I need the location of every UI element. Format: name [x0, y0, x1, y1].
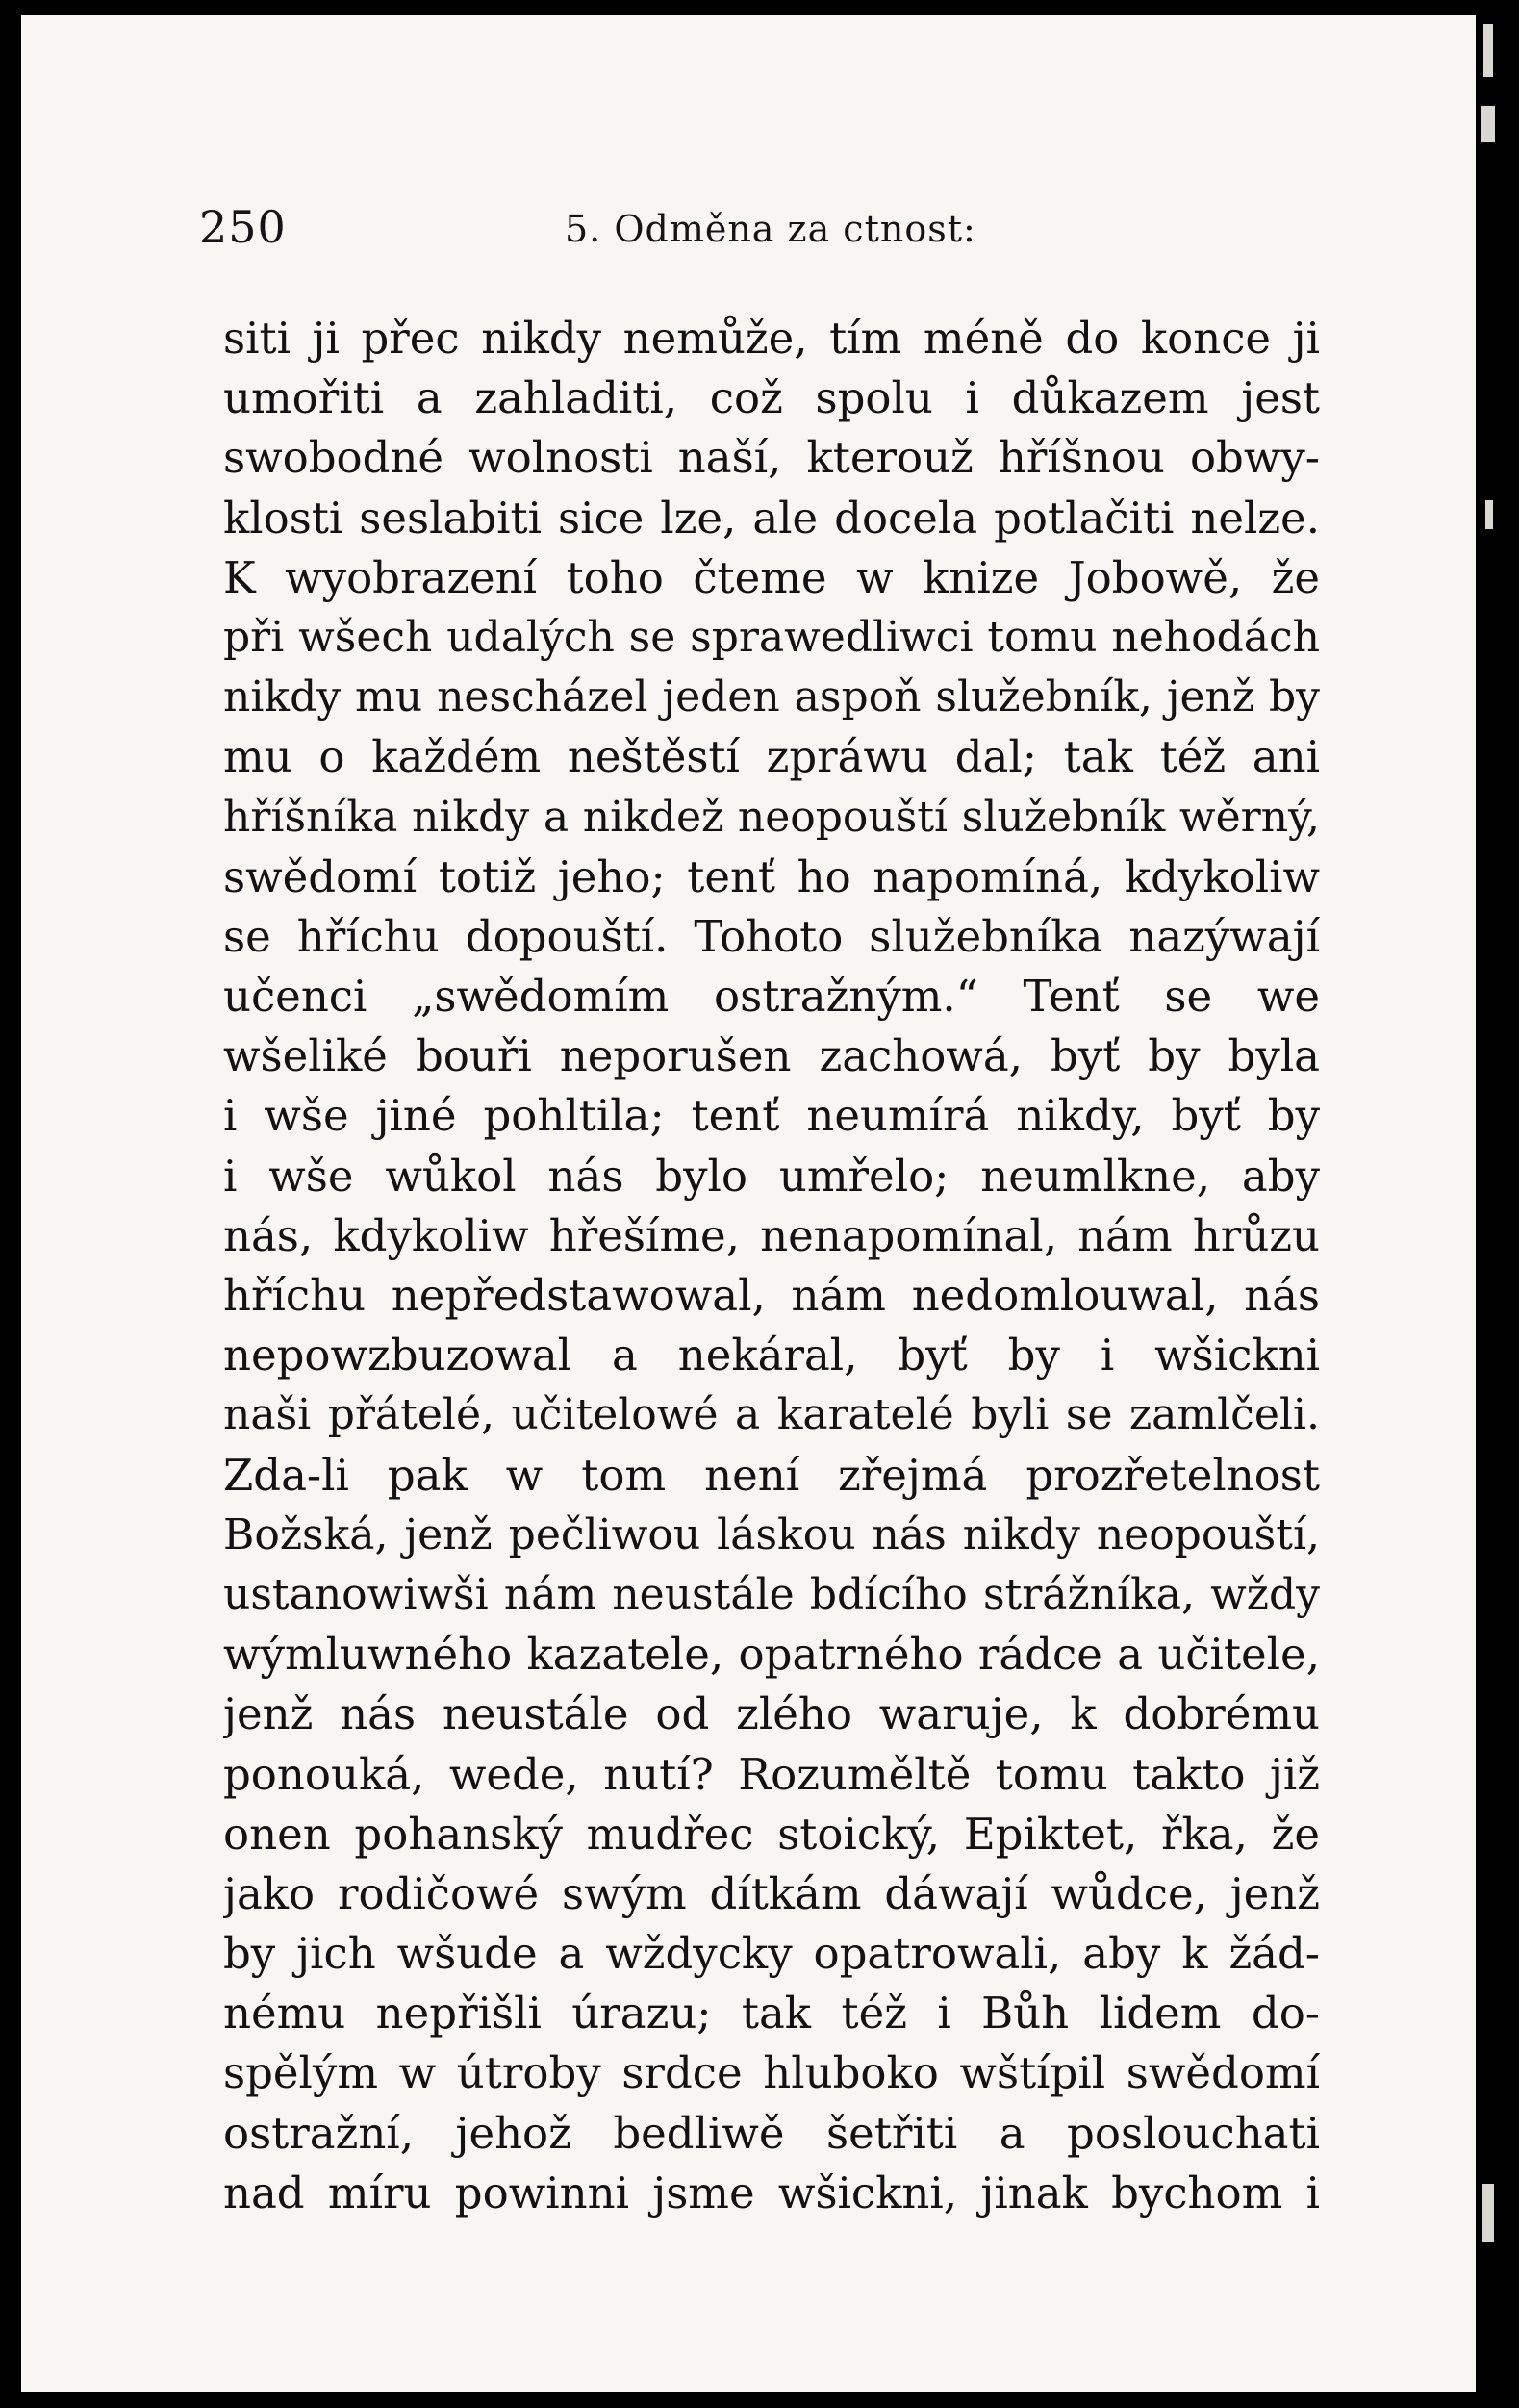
- book-page: [21, 15, 1476, 2392]
- text-line: jako rodičowé swým dítkám dáwají wůdce, jenž: [223, 1867, 1320, 1919]
- edge-mark: [1481, 106, 1495, 142]
- text-line: spělým w útroby srdce hluboko wštípil swědomí: [223, 2047, 1320, 2099]
- text-line: mu o každém neštěstí zpráwu dal; tak též ani: [223, 731, 1320, 783]
- text-line: se hříchu dopouští. Tohoto služebníka nazýwají: [223, 910, 1320, 962]
- edge-mark: [1482, 2184, 1494, 2242]
- text-line: nému nepřišli úrazu; tak též i Bůh lidem do-: [223, 1988, 1320, 2040]
- text-line: Božská, jenž pečliwou láskou nás nikdy neopouští,: [223, 1509, 1320, 1559]
- text-line: i wše wůkol nás bylo umřelo; neumlkne, aby: [223, 1150, 1320, 1202]
- text-line: jenž nás neustále od zlého waruje, k dobrému: [223, 1688, 1320, 1740]
- text-line: siti ji přec nikdy nemůže, tím méně do konce ji: [223, 313, 1320, 364]
- text-line: nepowzbuzowal a nekáral, byť by i wšickni: [223, 1330, 1320, 1381]
- text-line: při wšech udalých se sprawedliwci tomu nehodách: [223, 612, 1320, 662]
- page-number: 250: [199, 201, 287, 253]
- text-line: swědomí totiž jeho; tenť ho napomíná, kdykoliw: [223, 850, 1320, 902]
- text-line: hříšníka nikdy a nikdež neopouští služebník wěrný,: [223, 792, 1320, 842]
- text-line: naši přátelé, učitelowé a karatelé byli se zamlčeli.: [223, 1390, 1320, 1440]
- text-line: onen pohanský mudřec stoický, Epiktet, řka, že: [223, 1808, 1320, 1860]
- scan-edge: [1476, 0, 1519, 2408]
- text-line: ponouká, wede, nutí? Rozuměltě tomu takto již: [223, 1748, 1320, 1800]
- text-line: wýmluwného kazatele, opatrného rádce a učitele,: [223, 1629, 1320, 1681]
- text-line: Zda-li pak w tom není zřejmá prozřetelnost: [223, 1449, 1320, 1501]
- text-line: umořiti a zahladiti, což spolu i důkazem jest: [223, 372, 1320, 424]
- text-line: ustanowiwši nám neustále bdícího strážníka, wždy: [223, 1569, 1320, 1619]
- text-line: nad míru powinni jsme wšickni, jinak bychom i: [223, 2167, 1320, 2218]
- text-line: učenci „swědomím ostražným.“ Tenť se we: [223, 971, 1320, 1023]
- text-line: wšeliké bouři neporušen zachowá, byť by byla: [223, 1030, 1320, 1082]
- text-line: klosti seslabiti sice lze, ale docela potlačiti nelze.: [223, 492, 1320, 544]
- running-title: 5. Odměna za ctnost:: [565, 208, 976, 250]
- text-line: swobodné wolnosti naší, kterouž hříšnou obwy-: [223, 432, 1320, 484]
- text-line: nás, kdykoliw hřešíme, nenapomínal, nám hrůzu: [223, 1209, 1320, 1261]
- text-line: ostražní, jehož bedliwě šetřiti a poslouchati: [223, 2107, 1320, 2159]
- text-line: hříchu nepředstawowal, nám nedomlouwal, nás: [223, 1270, 1320, 1321]
- text-line: K wyobrazení toho čteme w knize Jobowě, že: [223, 551, 1320, 603]
- text-line: by jich wšude a wždycky opatrowali, aby k žád-: [223, 1928, 1320, 1980]
- edge-mark: [1485, 500, 1493, 529]
- text-line: nikdy mu nescházel jeden aspoň služebník, jenž by: [223, 672, 1320, 722]
- body-text: [223, 309, 1320, 2223]
- page-header: [199, 198, 1334, 256]
- edge-mark: [1483, 24, 1493, 77]
- text-line: i wše jiné pohltila; tenť neumírá nikdy, byť by: [223, 1090, 1320, 1142]
